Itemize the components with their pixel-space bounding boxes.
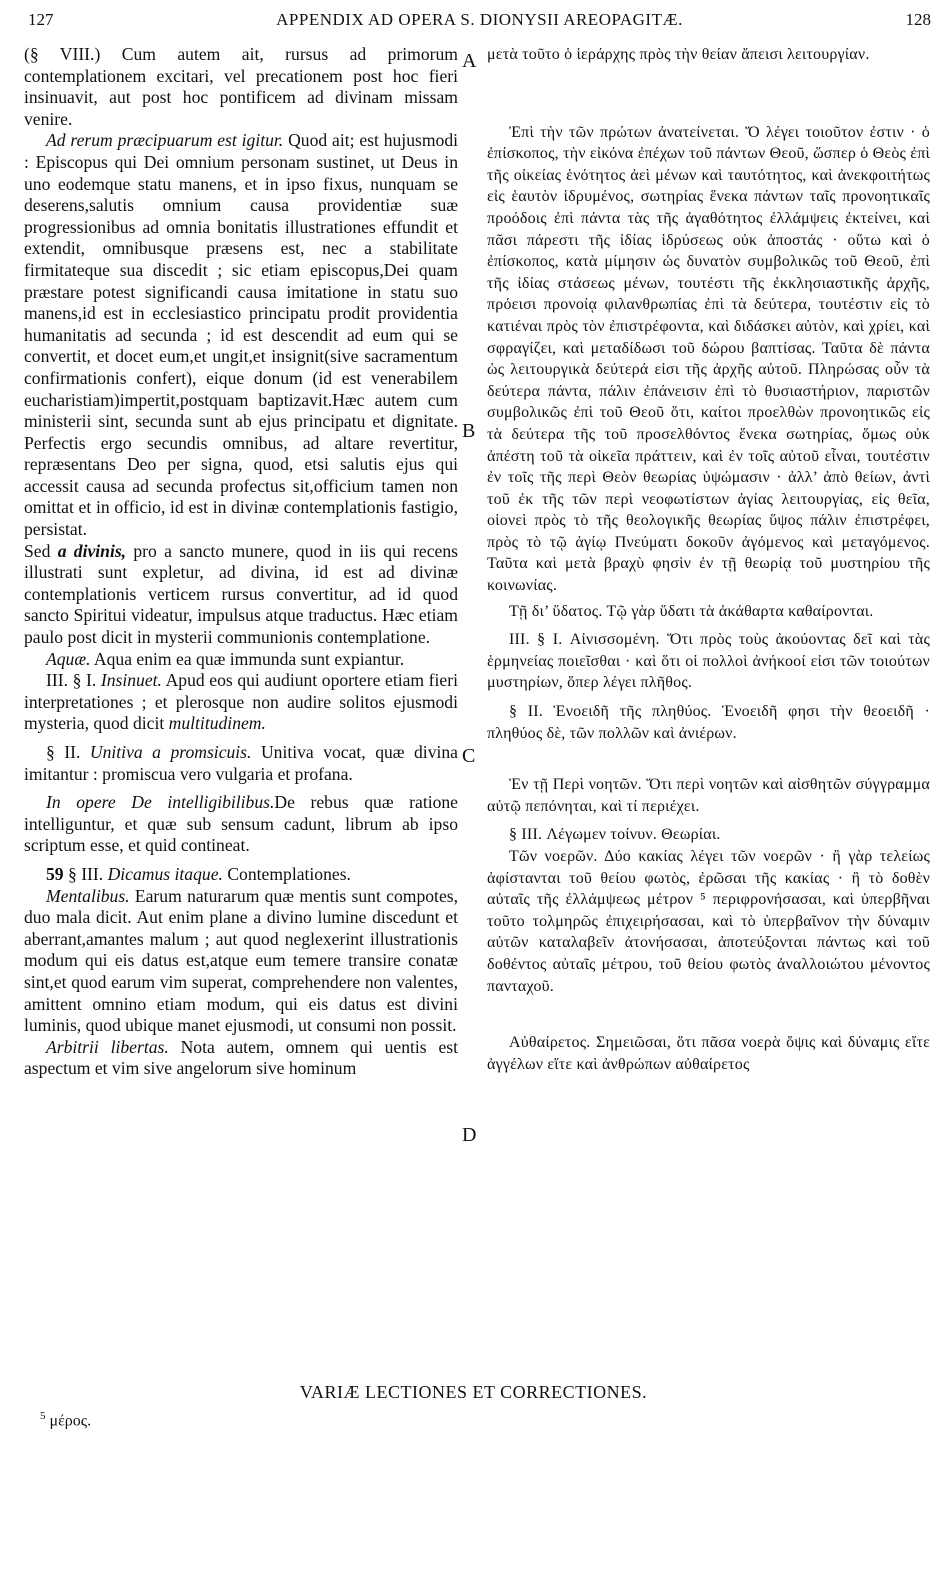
footnote-mark: 5 — [40, 1410, 46, 1422]
page-number-right: 128 — [905, 10, 931, 29]
latin-column — [24, 44, 458, 1080]
footnote-text: μέρος. — [49, 1412, 92, 1430]
margin-letter-a: A — [462, 50, 477, 72]
page-number-left: 127 — [28, 10, 54, 29]
greek-column — [487, 44, 930, 1075]
greek-paragraph: Ἐν τῇ Περὶ νοητῶν. Ὅτι περὶ νοητῶν καὶ αἰσθητῶν σύγγραμμα αὐτῷ πεπόνηται, καὶ τί περιέχει. — [487, 776, 930, 815]
latin-paragraph: Ad rerum præcipuarum est igitur. Quod ait; est hujusmodi : Episcopus qui Dei omnium personam sustinet, ut Deus in uno eodemque statu manens, et in ipso fixus, nunquam se deserens,salutis omnium causa providentiæ suæ progressionibus ad omnia bonitatis illustrationes effundit et extendit, omnibusque præsens est, nec a stabilitate firmitateque sua discedit ; sic etiam episcopus,Dei quam præstare potest significandi causa imitatione in statu suo manens,id est in ecclesiastico principatu prodit providentia humanitatis ad secunda ; id est descendit ad eum qui se convertit, et docet eum,et ungit,et insignit(sive sacramentum confirmationis confert), eique donum (id est venerabilem eucharistiam)impertit,postquam baptizavit.Hæc autem cum ministerii sint, secunda sunt ab ejus principatu et dignitate. Perfectis ergo secundis omnibus, ad altare revertitur, repræsentans Deo per signa, quod, etsi salutis ejus qui accessit causa ad secunda profectus sit,officium tamen non omittat et in officio, id est in divinæ contemplationis fastigio, persistat. — [24, 130, 459, 540]
latin-paragraph: (§ VIII.) Cum autem ait, rursus ad primorum contemplationem excitari, vel precationem post hoc fieri insinuavit, aut post hoc pontificem ad divinam missam venire. — [24, 44, 458, 129]
greek-paragraph: Αὐθαίρετος. Σημειῶσαι, ὅτι πᾶσα νοερὰ ὄψις καὶ δύναμις εἴτε ἀγγέλων εἴτε καὶ ἀνθρώπων αὐθαίρετος — [487, 1034, 930, 1073]
latin-paragraph: 59 § III. Dicamus itaque. Contemplationes. — [46, 863, 351, 884]
greek-paragraph: μετὰ τοῦτο ὁ ἱεράρχης πρὸς τὴν θείαν ἄπεισι λειτουργίαν. — [487, 46, 870, 63]
section-title: VARIÆ LECTIONES ET CORRECTIONES. — [299, 1382, 648, 1402]
margin-letter-d: D — [462, 1124, 477, 1146]
greek-paragraph: Ἐπὶ τὴν τῶν πρώτων ἀνατείνεται. Ὅ λέγει τοιοῦτον ἐστιν · ὁ ἐπίσκοπος, τὴν εἰκόνα ἐπέχων τοῦ πάντων Θεοῦ, ὥσπερ ὁ Θεὸς ἐπὶ τῆς οἰκείας ἑνότητος ἀεὶ μένων καὶ ταυτότητος, καὶ ἀνεκφοιτήτως εἰς ἑαυτὸν ἱδρυμένος, σωτηρίας ἕνεκα πάντων ταῖς προνοητικαῖς προόδοις ἐπὶ πάντα τὰς τῆς ἀγαθότητος ἐλλάμψεις ἐκτείνει, καὶ πᾶσι πάρεστι τῆς ἰδίας ἱδρύσεως οὐκ ἀποστάς · οὕτω καὶ ὁ ἐπίσκοπος, κατὰ μίμησιν ὡς δυνατὸν συμβολικῶς τοῦ Θεοῦ, ἐπὶ τῆς ἰδίας στάσεως μένων, τουτέστι τῆς ἐκκλησιαστικῆς ἀρχῆς, πρόεισι προνοίᾳ φιλανθρωπίας ἐπὶ τὰ δεύτερα, τουτέστιν εἰς τὸ κατιέναι πρὸς τὸν ἐπιστρέφοντα, καὶ διδάσκει αὐτὸν, καὶ χρίει, καὶ σφραγίζει, καὶ μεταδίδωσι τοῦ δώρου βαπτίσας. Ταῦτα δὲ πάντα ὡς λειτουργικὰ δεύτερά εἰσι τῆς ἀρχῆς αὐτοῦ. Πληρώσας οὖν τὰ δεύτερα πάντα, πάλιν ἐπάνεισιν ἐπὶ τὸ θυσιαστήριον, παριστῶν συμβολικῶς ἐπὶ τοῦ Θεοῦ ὅτι, καίτοι προελθὼν προνοητικῶς εἰς τὰ δεύτερα τῆς τοῦ προσελθόντος ἕνεκα σωτηρίας, ὅμως οὐκ ἀπέστη τοῦ τὰ οἰκεῖα πράττειν, καὶ ἐν τοῖς αὐτοῦ εἶναι, τουτέστιν ἐν τοῖς τῆς περὶ Θεὸν θεωρίας ὑψώμασιν · ἀλλ’ ἀπὸ θείων, ἀντὶ τοῦ ἐκ τῆς τῶν περὶ νεοφωτίστων ἁγίας λειτουργίας, εἰς θεῖα, οἱονεὶ πρὸς τὸ τῆς θεολογικῆς θεωρίας ὕψος πάλιν ἐπιστρέφει, πρὸς τὸ τῷ ἁγίῳ Πνεύματι δοκοῦν ἀγόμενος καὶ μεταγόμενος. Ταῦτα καὶ μετὰ βραχὺ φησὶν ἐν τῇ θεωρίᾳ τοῦ μυστηρίου τῆς κοινωνίας. — [487, 123, 930, 595]
running-title: APPENDIX AD OPERA S. DIONYSII AREOPAGITÆ. — [276, 10, 683, 29]
greek-paragraph: III. § I. Αἰνισσομένη. Ὅτι πρὸς τοὺς ἀκούοντας δεῖ καὶ τὰς ἑρμηνείας ποιεῖσθαι · καὶ ὅτι οἱ πολλοὶ ἀνήκοοί εἰσι τῶν τοιούτων μυστηρίων, ὅπερ λέγει πλῆθος. — [487, 631, 930, 692]
greek-paragraph: Τῶν νοερῶν. Δύο κακίας λέγει τῶν νοερῶν · ἢ γὰρ τελείως ἀφίστανται τοῦ θείου φωτὸς, ἐρῶσαι τῆς κακίας · ἢ τὸ δοθὲν αὐταῖς τῆς ἐλλάμψεως μέτρον ⁵ περιφρονήσασαι, καὶ ὑπερβῆναι τοῦτο τολμηρῶς ἐπιχειρήσασαι, καὶ τὸ ὑπερβαῖνον τὴν δύναμιν αὐτῶν καταλαβεῖν ἀτονήσασαι, ἀποτεύξονται πάντως καὶ τοῦ δοθέντος αὐταῖς μέτρου, τοῦ θείου φωτὸς ἀναλλοιώτου μένοντος πανταχοῦ. — [487, 848, 930, 995]
latin-paragraph: Sed a divinis, pro a sancto munere, quod in iis qui recens illustrati sunt expletur, ad divina, id est ad divinæ contemplationis verticem rursus convertitur, ad id quod sancto Spiritui videatur, impulsus atque traductus. Hæc etiam paulo post dicit in mysterii communionis contemplatione. — [24, 540, 458, 648]
greek-paragraph: Τῇ δι’ ὕδατος. Τῷ γὰρ ὕδατι τὰ ἀκάθαρτα καθαίρονται. — [509, 602, 874, 620]
latin-paragraph: Aquæ. Aqua enim ea quæ immunda sunt expiantur. — [46, 648, 405, 669]
latin-paragraph: In opere De intelligibilibus.De rebus quæ ratione intelliguntur, et quæ sub sensum cadunt, librum ab ipso scriptum esse, et quid contineat. — [24, 792, 458, 856]
page-header — [28, 10, 931, 36]
footnote — [40, 1410, 91, 1430]
latin-paragraph: § II. Unitiva a promsicuis. Unitiva vocat, quæ divina imitantur : promiscua vero vulgaria et profana. — [24, 742, 458, 784]
margin-letter-b: B — [462, 420, 476, 442]
greek-paragraph: § III. Λέγωμεν τοίνυν. Θεωρίαι. — [509, 826, 721, 844]
latin-paragraph: Arbitrii libertas. Nota autem, omnem qui uentis est aspectum et vim sive angelorum sive hominum — [24, 1036, 459, 1079]
latin-paragraph: Mentalibus. Earum naturarum quæ mentis sunt compotes, duo mala dicit. Aut enim plane a divino lumine discedunt et aberrant,amantes malum ; aut quod neglexerint illustrationis modum qui eis datus est,atque eum temere transire conatæ sint,et quod earum vim superat, comprehendere non valentes, amittent omnino etiam modum, qui eis datus est divini luminis, quod ubique manet ejusmodi, ut consumi non possit. — [24, 885, 458, 1036]
latin-paragraph: III. § I. Insinuet. Apud eos qui audiunt oportere etiam fieri interpretationes ; et plerosque non audire solitos ejusmodi mysteria, quod dicit multitudinem. — [24, 670, 458, 734]
margin-letter-c: C — [462, 745, 476, 767]
greek-paragraph: § II. Ἑνοειδῆ τῆς πληθύος. Ἑνοειδῆ φησι τὴν θεοειδῆ · πληθύος δὲ, τῶν πολλῶν καὶ ἀνιέρων. — [487, 703, 930, 742]
